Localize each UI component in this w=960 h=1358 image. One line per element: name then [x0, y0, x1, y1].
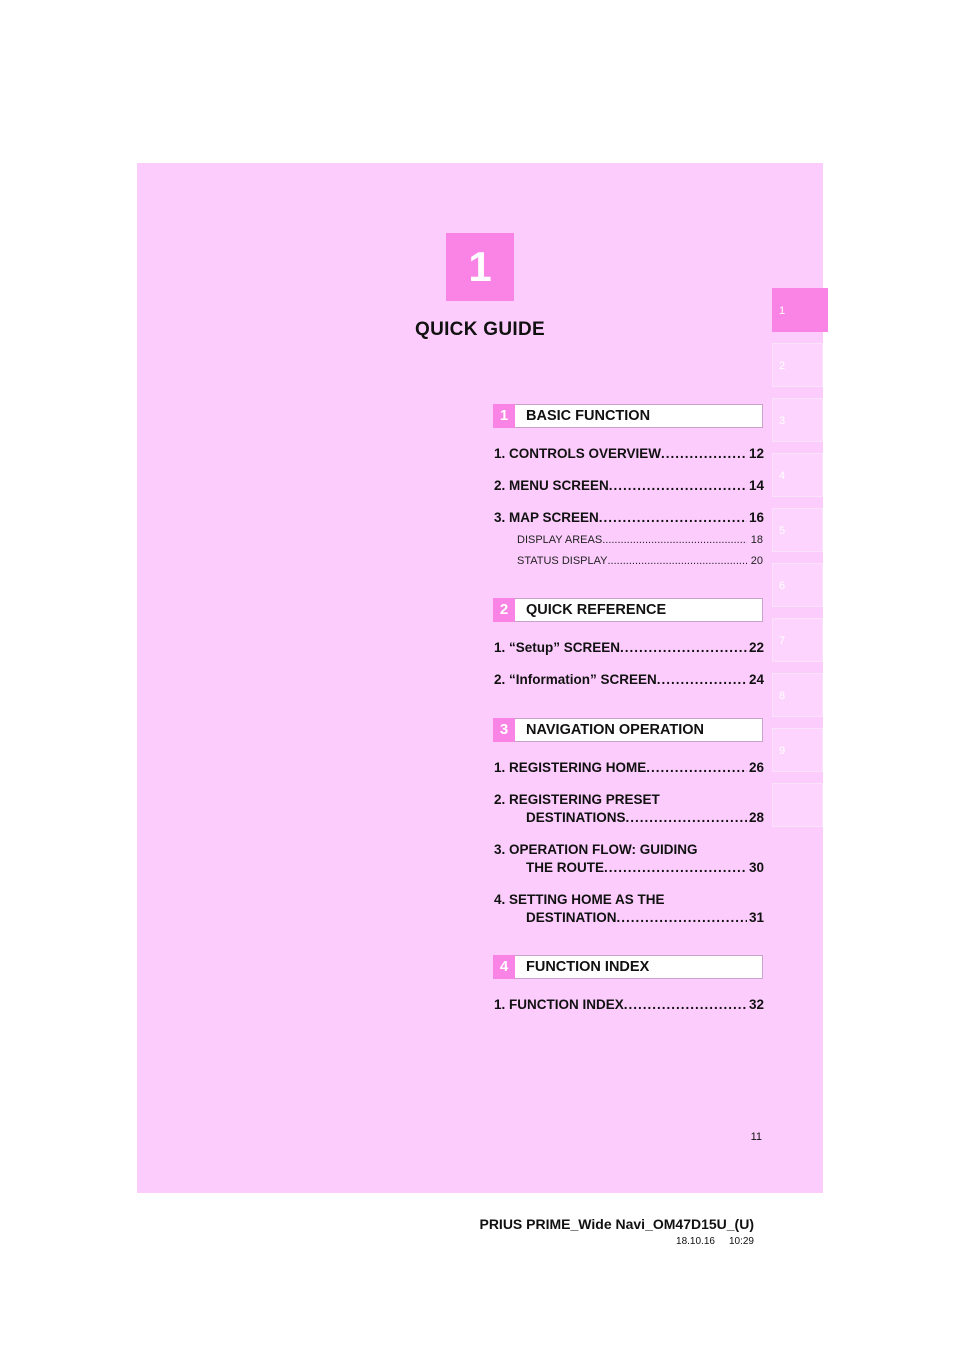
toc-page-number: 22	[748, 640, 764, 655]
toc-page-number: 28	[748, 810, 764, 825]
toc-entry[interactable]	[494, 639, 764, 657]
toc-entry[interactable]	[494, 996, 764, 1014]
leader-dots	[624, 996, 747, 1014]
toc-entry[interactable]	[494, 671, 764, 689]
footer-timestamp	[600, 1236, 754, 1247]
leader-dots	[599, 509, 747, 527]
toc-entry[interactable]	[494, 891, 764, 927]
toc-entry-label-cont: DESTINATIONS	[526, 810, 626, 825]
section-header-quick-reference	[493, 598, 763, 622]
toc-entry-label: 3. MAP SCREEN	[494, 510, 599, 525]
toc-entry-label: 2. MENU SCREEN	[494, 478, 609, 493]
toc-entry-label: 2. “Information” SCREEN	[494, 672, 657, 687]
side-tab-9[interactable]: 9	[772, 728, 823, 772]
toc-page-number: 12	[748, 446, 764, 461]
toc-entry[interactable]	[494, 791, 764, 827]
page-number: 11	[750, 1131, 762, 1143]
footer-date: 18.10.16	[676, 1236, 715, 1247]
toc-subentry[interactable]	[517, 554, 763, 568]
section-title: QUICK REFERENCE	[526, 602, 667, 618]
toc-entry-label: 1. CONTROLS OVERVIEW	[494, 446, 662, 461]
section-number: 1	[493, 404, 515, 428]
side-tab-8[interactable]: 8	[772, 673, 823, 717]
side-tab-5[interactable]: 5	[772, 508, 823, 552]
toc-entry[interactable]	[494, 759, 764, 777]
section-number: 4	[493, 955, 515, 979]
toc-entry-label: 1. “Setup” SCREEN	[494, 640, 621, 655]
toc-entry-label: 4. SETTING HOME AS THE	[494, 892, 665, 907]
leader-dots	[661, 445, 747, 463]
toc-entry-label-cont: DESTINATION	[526, 910, 617, 925]
leader-dots	[657, 671, 747, 689]
section-number: 2	[493, 598, 515, 622]
toc-subentry[interactable]	[517, 533, 763, 547]
leader-dots	[609, 477, 747, 495]
chapter-title: QUICK GUIDE	[415, 319, 545, 340]
section-number: 3	[493, 718, 515, 742]
chapter-number: 1	[468, 243, 492, 290]
toc-page-number: 16	[748, 510, 764, 525]
toc-page-number: 26	[748, 760, 764, 775]
toc-page-number: 14	[748, 478, 764, 493]
section-header-function-index	[493, 955, 763, 979]
side-tab-1[interactable]: 1	[772, 288, 828, 332]
toc-entry-label: 3. OPERATION FLOW: GUIDING	[494, 842, 698, 857]
side-tab-4[interactable]: 4	[772, 453, 823, 497]
leader-dots	[604, 859, 747, 877]
toc-page-number: 18	[750, 534, 763, 546]
toc-page-number: 20	[750, 555, 763, 567]
side-tab-6[interactable]: 6	[772, 563, 823, 607]
toc-entry-label: 1. FUNCTION INDEX	[494, 997, 624, 1012]
leader-dots	[617, 909, 747, 927]
side-tab-7[interactable]: 7	[772, 618, 823, 662]
section-header-basic-function	[493, 404, 763, 428]
footer-document-title: PRIUS PRIME_Wide Navi_OM47D15U_(U)	[479, 1216, 754, 1232]
toc-entry[interactable]	[494, 477, 764, 495]
leader-dots	[602, 533, 747, 547]
toc-page-number: 24	[748, 672, 764, 687]
toc-page-number: 31	[748, 910, 764, 925]
side-tab-3[interactable]: 3	[772, 398, 823, 442]
section-title: BASIC FUNCTION	[526, 408, 651, 424]
toc-entry-label-cont: THE ROUTE	[526, 860, 605, 875]
side-tab-2[interactable]: 2	[772, 343, 823, 387]
toc-entry[interactable]	[494, 509, 764, 527]
side-tab-10[interactable]	[772, 783, 823, 827]
chapter-number-box	[446, 233, 514, 301]
leader-dots	[620, 639, 747, 657]
footer-time: 10:29	[728, 1236, 754, 1247]
toc-subentry-label: DISPLAY AREAS	[517, 534, 603, 546]
toc-entry-label: 1. REGISTERING HOME	[494, 760, 647, 775]
leader-dots	[607, 554, 746, 568]
toc-subentry-label: STATUS DISPLAY	[517, 555, 608, 567]
toc-entry[interactable]	[494, 841, 764, 877]
leader-dots	[646, 759, 747, 777]
toc-page-number: 30	[748, 860, 764, 875]
section-header-navigation-operation	[493, 718, 763, 742]
toc-entry-label: 2. REGISTERING PRESET	[494, 792, 660, 807]
toc-page-number: 32	[748, 997, 764, 1012]
section-title: NAVIGATION OPERATION	[526, 722, 705, 738]
section-title: FUNCTION INDEX	[526, 959, 650, 975]
leader-dots	[626, 809, 747, 827]
toc-entry[interactable]	[494, 445, 764, 463]
